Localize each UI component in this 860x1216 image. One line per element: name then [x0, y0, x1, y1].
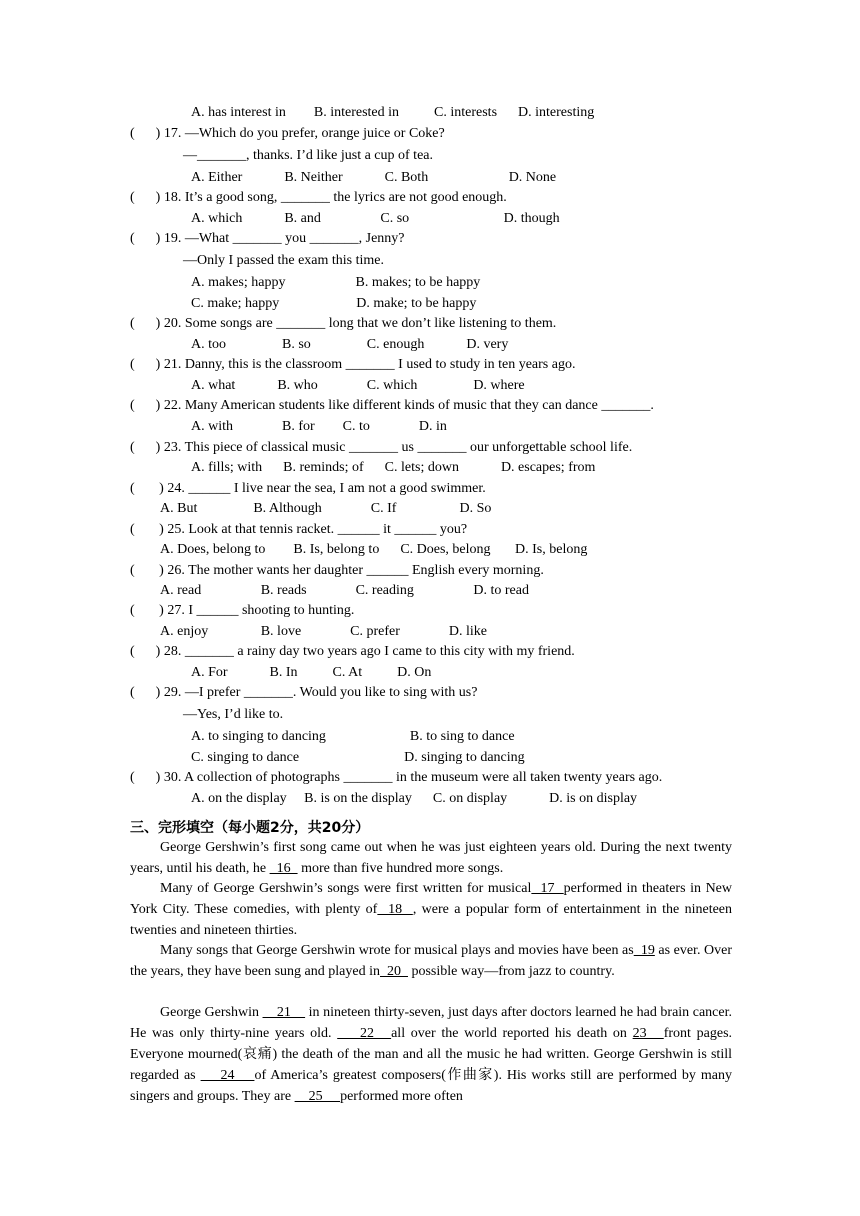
question-line: A. too B. so C. enough D. very [191, 337, 509, 352]
question-line: A. makes; happy B. makes; to be happy [191, 275, 481, 290]
question-line: —_______, thanks. I’d like just a cup of tea. [183, 148, 434, 163]
passage-paragraph-4 [130, 1002, 732, 1107]
question-line: ( ) 17. —Which do you prefer, orange juice or Coke? [130, 126, 445, 141]
passage-text: performed more often [340, 1089, 463, 1104]
blank-22[interactable]: 22 [337, 1026, 392, 1041]
passage-paragraph-2 [130, 878, 732, 941]
question-line: ( ) 18. It’s a good song, _______ the lyrics are not good enough. [130, 190, 507, 205]
question-line: —Only I passed the exam this time. [183, 253, 385, 268]
question-line: A. has interest in B. interested in C. interests D. interesting [191, 105, 595, 120]
passage-text: performed in theaters in New York City. These comedies, with plenty of [130, 881, 733, 917]
passage-text: of America’s greatest composers(作曲家). His works still are performed by many singers and groups. They are [130, 1068, 732, 1104]
passage-text: Many songs that George Gershwin wrote for musical plays and movies have been as [160, 943, 634, 958]
blank-17[interactable]: 17 [531, 881, 564, 896]
question-line: ( ) 29. —I prefer _______. Would you like to sing with us? [130, 685, 478, 700]
question-line: A. what B. who C. which D. where [191, 378, 525, 393]
question-line: ( ) 19. —What _______ you _______, Jenny? [130, 231, 405, 246]
question-line: ( ) 21. Danny, this is the classroom _______ I used to study in ten years ago. [130, 357, 576, 372]
blank-24[interactable]: 24 [200, 1068, 255, 1083]
question-line: A. Does, belong to B. Is, belong to C. Does, belong D. Is, belong [160, 542, 588, 557]
question-line: ( ) 20. Some songs are _______ long that we don’t like listening to them. [130, 316, 557, 331]
question-line: ( ) 30. A collection of photographs _______ in the museum were all taken twenty years ago. [130, 770, 663, 785]
question-line: A. For B. In C. At D. On [191, 665, 432, 680]
blank-25[interactable]: 25 [294, 1089, 341, 1104]
blank-20[interactable]: 20 [379, 964, 408, 979]
blank-23[interactable]: 23 [632, 1026, 664, 1041]
passage-text: more than five hundred more songs. [297, 861, 504, 876]
question-line: C. make; happy D. make; to be happy [191, 296, 477, 311]
question-line: A. with B. for C. to D. in [191, 419, 447, 434]
question-line: A. on the display B. is on the display C. on display D. is on display [191, 791, 638, 806]
passage-paragraph-1 [130, 837, 732, 879]
passage-text: Many of George Gershwin’s songs were first written for musical [160, 881, 532, 896]
blank-19[interactable]: 19 [633, 943, 655, 958]
question-line: A. read B. reads C. reading D. to read [160, 583, 529, 598]
question-line: ( ) 22. Many American students like different kinds of music that they can dance _______. [130, 398, 654, 413]
passage-text: as ever. Over the years, they have been sung and played in [130, 943, 732, 979]
passage-text: front pages. Everyone mourned(哀痛) the death of the man and all the music he had written. George Gershwin is still regarded as [130, 1026, 733, 1083]
passage-text: in nineteen thirty-seven, just days after doctors learned he had brain cancer. He was only thirty-nine years old. [130, 1005, 732, 1041]
question-line: A. enjoy B. love C. prefer D. like [160, 624, 488, 639]
question-line: —Yes, I’d like to. [183, 707, 284, 722]
blank-21[interactable]: 21 [262, 1005, 306, 1020]
passage-text: George Gershwin’s first song came out when he was just eighteen years old. During the next twenty years, until his death, he [130, 840, 732, 876]
question-line: ( ) 25. Look at that tennis racket. ______ it ______ you? [130, 522, 468, 537]
passage-text: , were a popular form of entertainment in the nineteen twenties and nineteen thirties. [130, 902, 733, 938]
question-line: A. Either B. Neither C. Both D. None [191, 170, 557, 185]
question-line: ( ) 28. _______ a rainy day two years ago I came to this city with my friend. [130, 644, 575, 659]
passage-paragraph-3 [130, 940, 732, 982]
passage-text: possible way—from jazz to country. [407, 964, 615, 979]
passage-text: all over the world reported his death on [391, 1026, 633, 1041]
section-heading: 三、完形填空（每小题2分，共20分） [130, 820, 370, 836]
question-line: ( ) 23. This piece of classical music _______ us _______ our unforgettable school life. [130, 440, 633, 455]
question-line: ( ) 24. ______ I live near the sea, I am not a good swimmer. [130, 481, 486, 496]
question-line: A. But B. Although C. If D. So [160, 501, 492, 516]
blank-16[interactable]: 16 [269, 861, 298, 876]
question-line: ( ) 27. I ______ shooting to hunting. [130, 603, 355, 618]
passage-text: George Gershwin [160, 1005, 263, 1020]
question-line: C. singing to dance D. singing to dancing [191, 750, 525, 765]
question-line: A. fills; with B. reminds; of C. lets; down D. escapes; from [191, 460, 596, 475]
blank-18[interactable]: 18 [377, 902, 413, 917]
question-line: ( ) 26. The mother wants her daughter ______ English every morning. [130, 563, 544, 578]
question-line: A. to singing to dancing B. to sing to dance [191, 729, 515, 744]
question-line: A. which B. and C. so D. though [191, 211, 560, 226]
